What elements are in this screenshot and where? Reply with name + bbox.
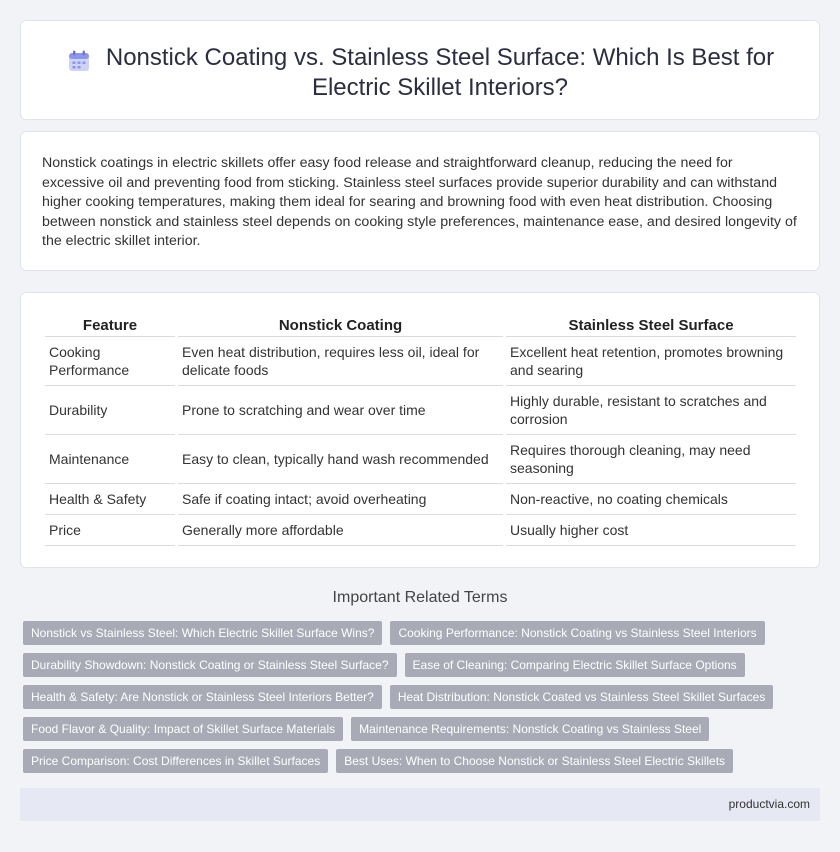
feature-cell: Health & Safety <box>45 484 175 515</box>
related-term-tag[interactable]: Nonstick vs Stainless Steel: Which Electric Skillet Surface Wins? <box>23 621 382 645</box>
nonstick-cell: Easy to clean, typically hand wash recommended <box>178 435 503 484</box>
nonstick-cell: Even heat distribution, requires less oil, ideal for delicate foods <box>178 337 503 386</box>
related-terms-heading: Important Related Terms <box>332 589 508 606</box>
nonstick-cell: Prone to scratching and wear over time <box>178 386 503 435</box>
comparison-table-card <box>20 292 820 568</box>
header-feature: Feature <box>45 313 175 337</box>
table-row <box>45 515 796 546</box>
related-term-tag[interactable]: Cooking Performance: Nonstick Coating vs Stainless Steel Interiors <box>390 621 764 645</box>
related-term-tag[interactable]: Durability Showdown: Nonstick Coating or Stainless Steel Surface? <box>23 653 397 677</box>
page-title: Nonstick Coating vs. Stainless Steel Surface: Which Is Best for Electric Skillet Interiors? <box>105 44 775 101</box>
related-term-tag[interactable]: Health & Safety: Are Nonstick or Stainless Steel Interiors Better? <box>23 685 382 709</box>
feature-cell: Price <box>45 515 175 546</box>
header-nonstick: Nonstick Coating <box>178 313 503 337</box>
feature-cell: Durability <box>45 386 175 435</box>
table-row <box>45 484 796 515</box>
nonstick-cell: Safe if coating intact; avoid overheating <box>178 484 503 515</box>
related-term-tag[interactable]: Food Flavor & Quality: Impact of Skillet Surface Materials <box>23 717 343 741</box>
related-term-tag[interactable]: Heat Distribution: Nonstick Coated vs Stainless Steel Skillet Surfaces <box>390 685 774 709</box>
intro-paragraph: Nonstick coatings in electric skillets offer easy food release and straightforward cleanup, reducing the need for excessive oil and preventing food from sticking. Stainless steel surfaces provide superior durability and can withstand higher cooking temperatures, making them ideal for searing and browning food with even heat distribution. Choosing between nonstick and stainless steel depends on cooking style preferences, maintenance ease, and desired longevity of the electric skillet interior. <box>42 155 797 250</box>
stainless-cell: Highly durable, resistant to scratches and corrosion <box>506 386 796 435</box>
related-term-tag[interactable]: Best Uses: When to Choose Nonstick or Stainless Steel Electric Skillets <box>336 749 733 773</box>
stainless-cell: Usually higher cost <box>506 515 796 546</box>
table-row <box>45 386 796 435</box>
feature-cell: Maintenance <box>45 435 175 484</box>
footer-site-link[interactable]: productvia.com <box>728 797 810 811</box>
related-term-tag[interactable]: Ease of Cleaning: Comparing Electric Skillet Surface Options <box>405 653 745 677</box>
nonstick-cell: Generally more affordable <box>178 515 503 546</box>
footer-bar <box>20 788 820 821</box>
related-term-tag[interactable]: Price Comparison: Cost Differences in Skillet Surfaces <box>23 749 328 773</box>
related-term-tag[interactable]: Maintenance Requirements: Nonstick Coating vs Stainless Steel <box>351 717 709 741</box>
stainless-cell: Excellent heat retention, promotes browning and searing <box>506 337 796 386</box>
header-card <box>20 20 820 120</box>
table-row <box>45 435 796 484</box>
header-stainless: Stainless Steel Surface <box>506 313 796 337</box>
related-terms-list <box>23 621 813 773</box>
intro-card <box>20 131 820 271</box>
table-row <box>45 337 796 386</box>
stainless-cell: Non-reactive, no coating chemicals <box>506 484 796 515</box>
stainless-cell: Requires thorough cleaning, may need seasoning <box>506 435 796 484</box>
comparison-table <box>42 313 799 546</box>
table-header-row <box>45 313 796 337</box>
feature-cell: Cooking Performance <box>45 337 175 386</box>
